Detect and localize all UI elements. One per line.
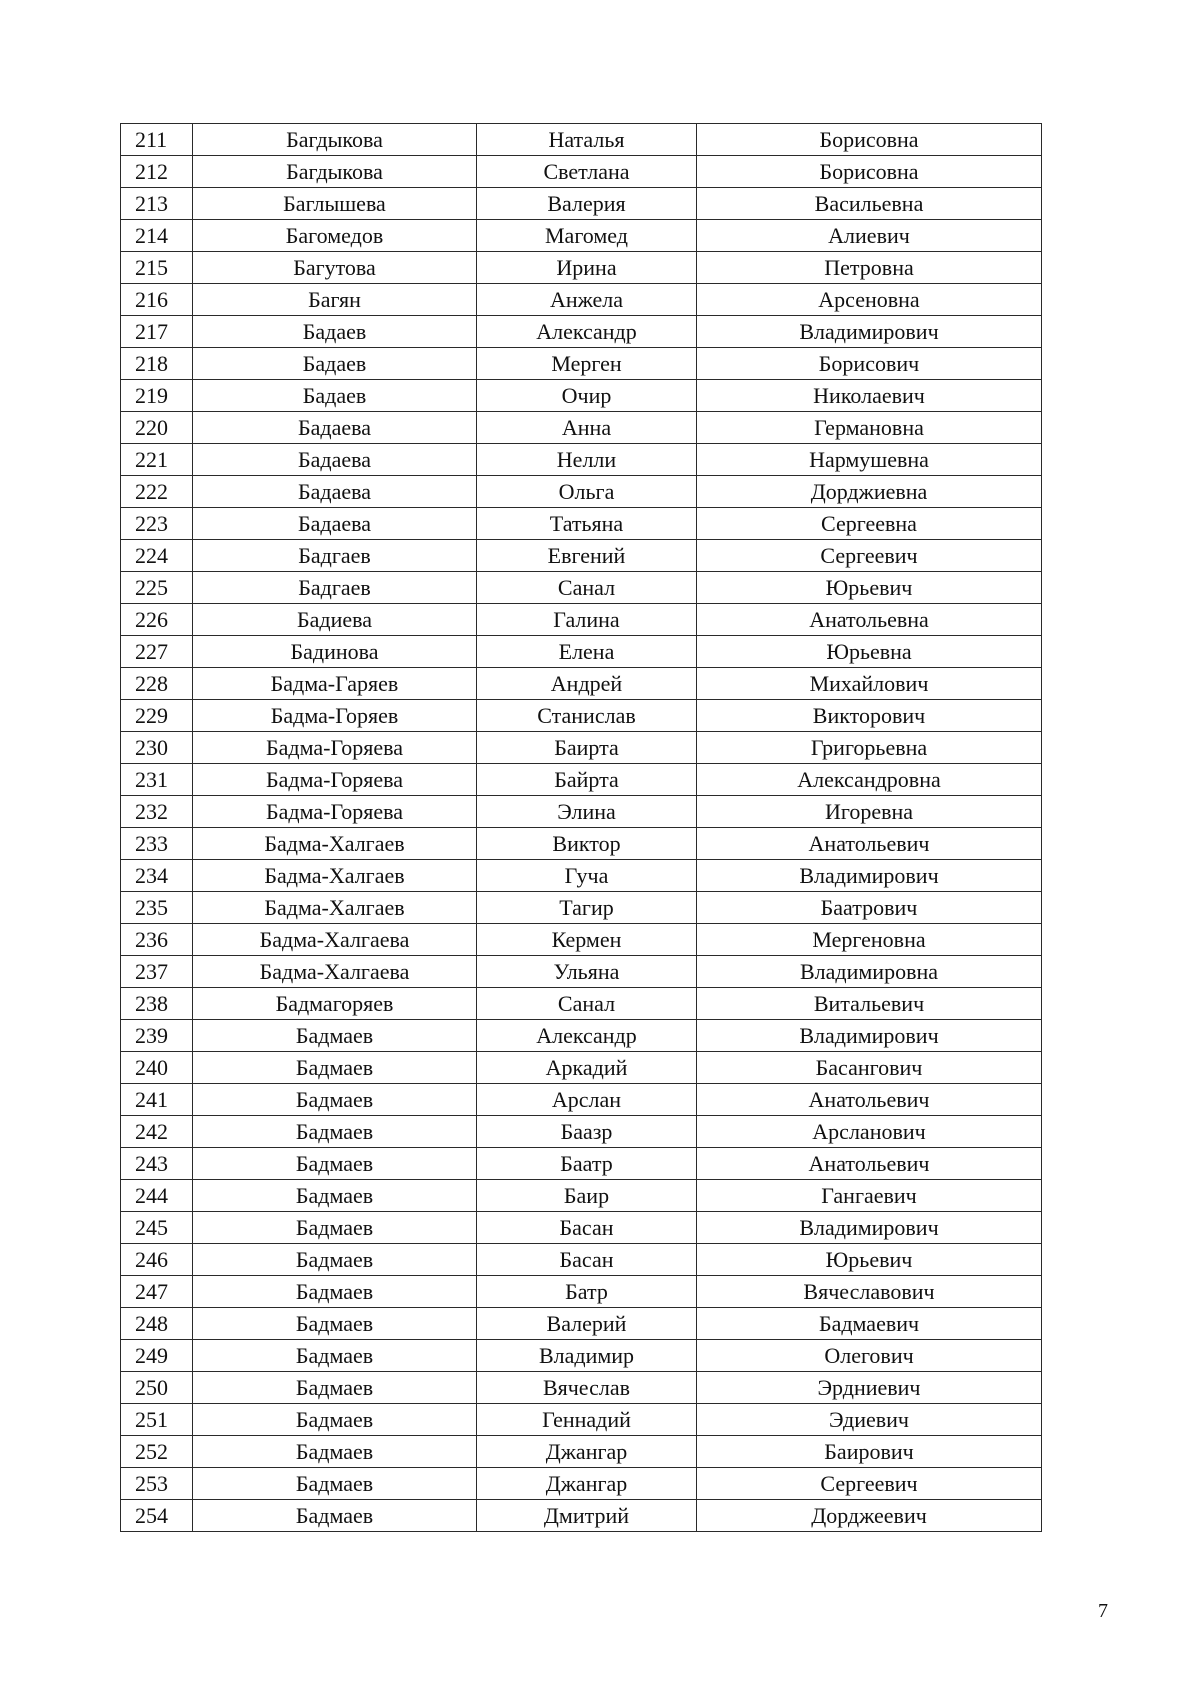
patronymic-cell: Васильевна — [697, 188, 1042, 220]
table-row — [121, 444, 1042, 476]
first-name-cell: Александр — [477, 316, 697, 348]
patronymic-cell: Гангаевич — [697, 1180, 1042, 1212]
patronymic-cell: Сергеевна — [697, 508, 1042, 540]
table-row — [121, 572, 1042, 604]
table-row — [121, 604, 1042, 636]
patronymic-cell: Нармушевна — [697, 444, 1042, 476]
last-name-cell: Бадма-Горяева — [193, 732, 477, 764]
last-name-cell: Бадмаев — [193, 1052, 477, 1084]
last-name-cell: Бадмаев — [193, 1020, 477, 1052]
first-name-cell: Тагир — [477, 892, 697, 924]
patronymic-cell: Олегович — [697, 1340, 1042, 1372]
first-name-cell: Элина — [477, 796, 697, 828]
last-name-cell: Бадма-Горяев — [193, 700, 477, 732]
row-number: 217 — [121, 316, 193, 348]
table-row — [121, 828, 1042, 860]
table-row — [121, 252, 1042, 284]
table-row — [121, 1340, 1042, 1372]
last-name-cell: Бадма-Халгаев — [193, 860, 477, 892]
row-number: 225 — [121, 572, 193, 604]
last-name-cell: Багдыкова — [193, 156, 477, 188]
last-name-cell: Бадма-Халгаев — [193, 828, 477, 860]
last-name-cell: Бадма-Халгаева — [193, 956, 477, 988]
table-row — [121, 764, 1042, 796]
table-row — [121, 1052, 1042, 1084]
row-number: 218 — [121, 348, 193, 380]
patronymic-cell: Борисовна — [697, 124, 1042, 156]
patronymic-cell: Борисович — [697, 348, 1042, 380]
table-row — [121, 316, 1042, 348]
row-number: 219 — [121, 380, 193, 412]
first-name-cell: Андрей — [477, 668, 697, 700]
row-number: 227 — [121, 636, 193, 668]
patronymic-cell: Григорьевна — [697, 732, 1042, 764]
patronymic-cell: Эрдниевич — [697, 1372, 1042, 1404]
row-number: 226 — [121, 604, 193, 636]
first-name-cell: Геннадий — [477, 1404, 697, 1436]
patronymic-cell: Бадмаевич — [697, 1308, 1042, 1340]
patronymic-cell: Арсеновна — [697, 284, 1042, 316]
first-name-cell: Владимир — [477, 1340, 697, 1372]
table-row — [121, 412, 1042, 444]
row-number: 235 — [121, 892, 193, 924]
last-name-cell: Бадмаев — [193, 1500, 477, 1532]
row-number: 241 — [121, 1084, 193, 1116]
first-name-cell: Валерий — [477, 1308, 697, 1340]
table-row — [121, 1308, 1042, 1340]
first-name-cell: Батр — [477, 1276, 697, 1308]
patronymic-cell: Баатрович — [697, 892, 1042, 924]
table-row — [121, 188, 1042, 220]
row-number: 253 — [121, 1468, 193, 1500]
patronymic-cell: Михайлович — [697, 668, 1042, 700]
last-name-cell: Бадиева — [193, 604, 477, 636]
patronymic-cell: Владимирович — [697, 1212, 1042, 1244]
table-row — [121, 1148, 1042, 1180]
first-name-cell: Наталья — [477, 124, 697, 156]
name-list-table — [120, 123, 1042, 1532]
last-name-cell: Бадмагоряев — [193, 988, 477, 1020]
row-number: 232 — [121, 796, 193, 828]
last-name-cell: Бадмаев — [193, 1372, 477, 1404]
first-name-cell: Дмитрий — [477, 1500, 697, 1532]
first-name-cell: Магомед — [477, 220, 697, 252]
last-name-cell: Бадмаев — [193, 1308, 477, 1340]
first-name-cell: Елена — [477, 636, 697, 668]
last-name-cell: Бадаев — [193, 380, 477, 412]
first-name-cell: Нелли — [477, 444, 697, 476]
row-number: 237 — [121, 956, 193, 988]
row-number: 247 — [121, 1276, 193, 1308]
last-name-cell: Багдыкова — [193, 124, 477, 156]
first-name-cell: Анна — [477, 412, 697, 444]
row-number: 245 — [121, 1212, 193, 1244]
row-number: 230 — [121, 732, 193, 764]
last-name-cell: Бадмаев — [193, 1148, 477, 1180]
table-row — [121, 988, 1042, 1020]
table-row — [121, 156, 1042, 188]
row-number: 234 — [121, 860, 193, 892]
patronymic-cell: Арсланович — [697, 1116, 1042, 1148]
last-name-cell: Бадгаев — [193, 572, 477, 604]
table-row — [121, 540, 1042, 572]
first-name-cell: Басан — [477, 1244, 697, 1276]
patronymic-cell: Сергеевич — [697, 1468, 1042, 1500]
row-number: 244 — [121, 1180, 193, 1212]
patronymic-cell: Юрьевич — [697, 572, 1042, 604]
table-row — [121, 700, 1042, 732]
table-row — [121, 1212, 1042, 1244]
name-list-body — [121, 124, 1042, 1532]
last-name-cell: Бадмаев — [193, 1404, 477, 1436]
row-number: 214 — [121, 220, 193, 252]
row-number: 250 — [121, 1372, 193, 1404]
patronymic-cell: Петровна — [697, 252, 1042, 284]
last-name-cell: Бадмаев — [193, 1084, 477, 1116]
row-number: 215 — [121, 252, 193, 284]
patronymic-cell: Анатольевич — [697, 1084, 1042, 1116]
first-name-cell: Баир — [477, 1180, 697, 1212]
last-name-cell: Бадаева — [193, 444, 477, 476]
first-name-cell: Ульяна — [477, 956, 697, 988]
row-number: 246 — [121, 1244, 193, 1276]
table-row — [121, 1116, 1042, 1148]
row-number: 238 — [121, 988, 193, 1020]
table-row — [121, 1244, 1042, 1276]
first-name-cell: Галина — [477, 604, 697, 636]
patronymic-cell: Викторович — [697, 700, 1042, 732]
first-name-cell: Виктор — [477, 828, 697, 860]
page-number: 7 — [1098, 1600, 1108, 1622]
last-name-cell: Багомедов — [193, 220, 477, 252]
first-name-cell: Баатр — [477, 1148, 697, 1180]
last-name-cell: Бадмаев — [193, 1212, 477, 1244]
first-name-cell: Александр — [477, 1020, 697, 1052]
patronymic-cell: Басангович — [697, 1052, 1042, 1084]
row-number: 243 — [121, 1148, 193, 1180]
last-name-cell: Бадаев — [193, 348, 477, 380]
last-name-cell: Бадаева — [193, 508, 477, 540]
row-number: 252 — [121, 1436, 193, 1468]
last-name-cell: Бадаева — [193, 476, 477, 508]
row-number: 249 — [121, 1340, 193, 1372]
first-name-cell: Джангар — [477, 1468, 697, 1500]
patronymic-cell: Владимирович — [697, 316, 1042, 348]
patronymic-cell: Анатольевич — [697, 828, 1042, 860]
row-number: 231 — [121, 764, 193, 796]
first-name-cell: Ольга — [477, 476, 697, 508]
row-number: 228 — [121, 668, 193, 700]
first-name-cell: Анжела — [477, 284, 697, 316]
row-number: 254 — [121, 1500, 193, 1532]
table-row — [121, 124, 1042, 156]
table-row — [121, 1404, 1042, 1436]
table-row — [121, 860, 1042, 892]
table-row — [121, 732, 1042, 764]
table-row — [121, 892, 1042, 924]
first-name-cell: Татьяна — [477, 508, 697, 540]
last-name-cell: Бадма-Халгаев — [193, 892, 477, 924]
row-number: 229 — [121, 700, 193, 732]
first-name-cell: Баазр — [477, 1116, 697, 1148]
last-name-cell: Бадгаев — [193, 540, 477, 572]
table-row — [121, 636, 1042, 668]
first-name-cell: Санал — [477, 988, 697, 1020]
first-name-cell: Валерия — [477, 188, 697, 220]
patronymic-cell: Игоревна — [697, 796, 1042, 828]
row-number: 239 — [121, 1020, 193, 1052]
patronymic-cell: Дорджиевна — [697, 476, 1042, 508]
patronymic-cell: Владимирович — [697, 860, 1042, 892]
row-number: 242 — [121, 1116, 193, 1148]
last-name-cell: Бадма-Гаряев — [193, 668, 477, 700]
last-name-cell: Багутова — [193, 252, 477, 284]
table-row — [121, 284, 1042, 316]
table-row — [121, 1020, 1042, 1052]
first-name-cell: Баирта — [477, 732, 697, 764]
table-row — [121, 476, 1042, 508]
last-name-cell: Бадмаев — [193, 1116, 477, 1148]
last-name-cell: Багян — [193, 284, 477, 316]
first-name-cell: Кермен — [477, 924, 697, 956]
table-row — [121, 796, 1042, 828]
last-name-cell: Баглышева — [193, 188, 477, 220]
row-number: 223 — [121, 508, 193, 540]
first-name-cell: Станислав — [477, 700, 697, 732]
patronymic-cell: Германовна — [697, 412, 1042, 444]
patronymic-cell: Вячеславович — [697, 1276, 1042, 1308]
table-row — [121, 348, 1042, 380]
patronymic-cell: Юрьевна — [697, 636, 1042, 668]
row-number: 233 — [121, 828, 193, 860]
first-name-cell: Вячеслав — [477, 1372, 697, 1404]
first-name-cell: Гуча — [477, 860, 697, 892]
patronymic-cell: Юрьевич — [697, 1244, 1042, 1276]
row-number: 222 — [121, 476, 193, 508]
patronymic-cell: Сергеевич — [697, 540, 1042, 572]
first-name-cell: Байрта — [477, 764, 697, 796]
table-row — [121, 1084, 1042, 1116]
last-name-cell: Бадма-Горяева — [193, 764, 477, 796]
table-row — [121, 924, 1042, 956]
row-number: 248 — [121, 1308, 193, 1340]
patronymic-cell: Баирович — [697, 1436, 1042, 1468]
patronymic-cell: Анатольевна — [697, 604, 1042, 636]
last-name-cell: Бадмаев — [193, 1468, 477, 1500]
first-name-cell: Ирина — [477, 252, 697, 284]
last-name-cell: Бадмаев — [193, 1436, 477, 1468]
row-number: 213 — [121, 188, 193, 220]
first-name-cell: Светлана — [477, 156, 697, 188]
patronymic-cell: Владимирович — [697, 1020, 1042, 1052]
last-name-cell: Бадаева — [193, 412, 477, 444]
row-number: 221 — [121, 444, 193, 476]
patronymic-cell: Николаевич — [697, 380, 1042, 412]
last-name-cell: Бадинова — [193, 636, 477, 668]
table-row — [121, 1468, 1042, 1500]
first-name-cell: Аркадий — [477, 1052, 697, 1084]
row-number: 240 — [121, 1052, 193, 1084]
table-row — [121, 1372, 1042, 1404]
row-number: 220 — [121, 412, 193, 444]
last-name-cell: Бадмаев — [193, 1340, 477, 1372]
patronymic-cell: Александровна — [697, 764, 1042, 796]
patronymic-cell: Мергеновна — [697, 924, 1042, 956]
first-name-cell: Басан — [477, 1212, 697, 1244]
patronymic-cell: Анатольевич — [697, 1148, 1042, 1180]
last-name-cell: Бадмаев — [193, 1180, 477, 1212]
last-name-cell: Бадаев — [193, 316, 477, 348]
last-name-cell: Бадмаев — [193, 1244, 477, 1276]
last-name-cell: Бадма-Халгаева — [193, 924, 477, 956]
table-row — [121, 1436, 1042, 1468]
row-number: 251 — [121, 1404, 193, 1436]
table-row — [121, 220, 1042, 252]
patronymic-cell: Владимировна — [697, 956, 1042, 988]
first-name-cell: Джангар — [477, 1436, 697, 1468]
first-name-cell: Очир — [477, 380, 697, 412]
table-row — [121, 668, 1042, 700]
patronymic-cell: Борисовна — [697, 156, 1042, 188]
patronymic-cell: Алиевич — [697, 220, 1042, 252]
first-name-cell: Евгений — [477, 540, 697, 572]
table-row — [121, 380, 1042, 412]
table-row — [121, 956, 1042, 988]
patronymic-cell: Витальевич — [697, 988, 1042, 1020]
row-number: 211 — [121, 124, 193, 156]
patronymic-cell: Дорджеевич — [697, 1500, 1042, 1532]
table-row — [121, 1500, 1042, 1532]
row-number: 236 — [121, 924, 193, 956]
first-name-cell: Арслан — [477, 1084, 697, 1116]
table-row — [121, 1180, 1042, 1212]
row-number: 212 — [121, 156, 193, 188]
first-name-cell: Мерген — [477, 348, 697, 380]
patronymic-cell: Эдиевич — [697, 1404, 1042, 1436]
last-name-cell: Бадма-Горяева — [193, 796, 477, 828]
row-number: 216 — [121, 284, 193, 316]
table-row — [121, 1276, 1042, 1308]
last-name-cell: Бадмаев — [193, 1276, 477, 1308]
row-number: 224 — [121, 540, 193, 572]
table-row — [121, 508, 1042, 540]
first-name-cell: Санал — [477, 572, 697, 604]
